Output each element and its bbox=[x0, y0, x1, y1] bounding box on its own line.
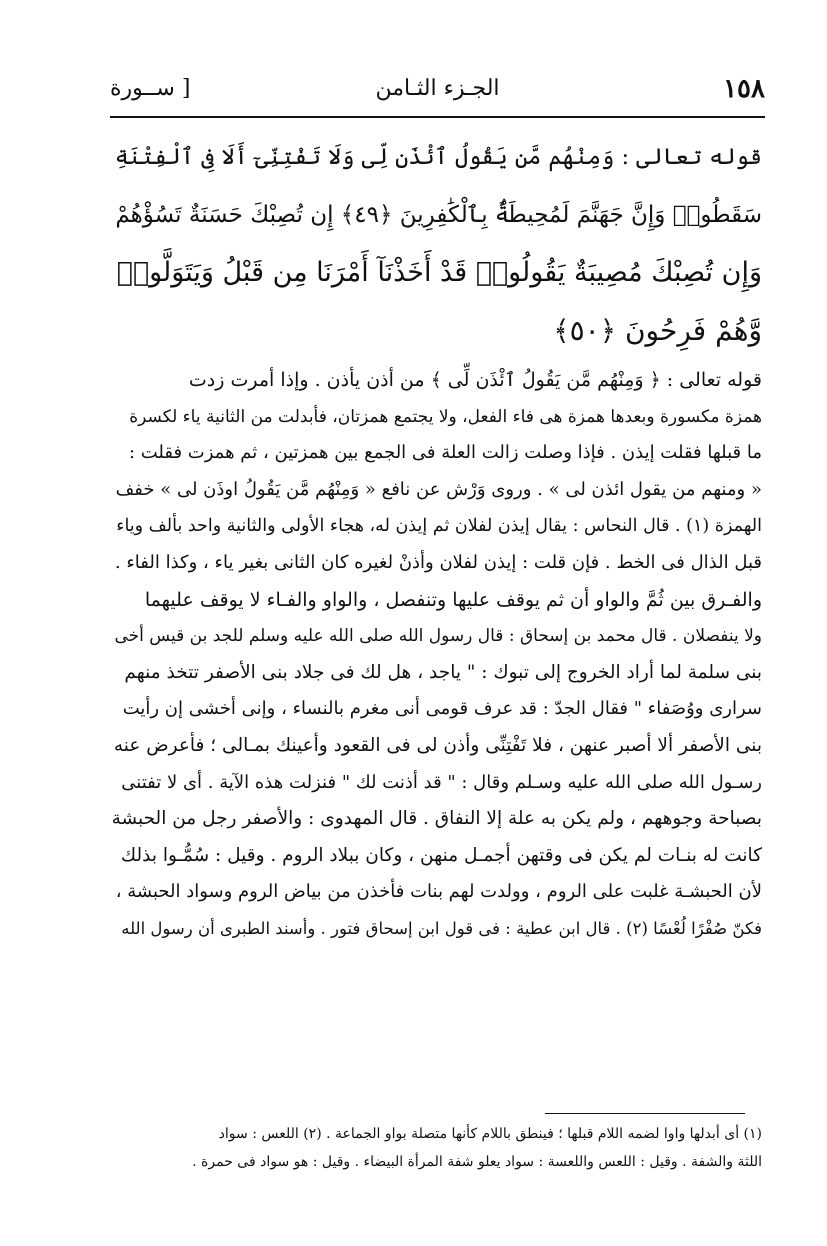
commentary-line: ما قبلها فقلت إيذن . فإذا وصلت زالت العلة فى الجمع بين همزتين ، ثم همزت فقلت : bbox=[128, 442, 762, 464]
body-text bbox=[112, 128, 762, 948]
commentary-line: لأن الحبشـة غلبت على الروم ، وولدت لهم بنات فأخذن من بياض الروم وسواد الحبشة ، bbox=[115, 881, 762, 903]
commentary-line: الهمزة (١) . قال النحاس : يقال إيذن لفلان ثم إيذن له، هجاء الأولى والثانية واحد بألف وياء bbox=[116, 516, 762, 537]
commentary-line: قبل الذال فى الخط . فإن قلت : إيذن لفلان وأذنْ لغيره كان الثانى بغير ياء ، وكذا الفاء . bbox=[114, 551, 762, 573]
commentary-line: بنى سلمة لما أراد الخروج إلى تبوك : " ياجد ، هل لك فى جلاد بنى الأصفر تتخذ منهم bbox=[124, 661, 762, 683]
surah-label: [ ســورة bbox=[110, 76, 191, 101]
commentary-line: رسـول الله صلى الله عليه وسـلم وقال : " قد أذنت لك " فنزلت هذه الآية . أى لا تفتنى bbox=[121, 771, 762, 793]
page-number: ١٥٨ bbox=[723, 74, 765, 104]
footnote-line: اللثة والشفة . وقيل : اللعس واللعسة : سواد يعلو شفة المرأة البيضاء . وقيل : هو سواد فى حمرة . bbox=[192, 1154, 762, 1170]
quran-line: سَقَطُوا۟ وَإِنَّ جَهَنَّمَ لَمُحِيطَةٌۢ بِٱلْكَٰفِرِينَ ﴿٤٩﴾ إِن تُصِبْكَ حَسَنَةٌ تَسُؤْهُمْ bbox=[115, 202, 762, 228]
commentary-line: بنى الأصفر ألا أصبر عنهن ، فلا تَفْتِنِّى وأذن لى فى القعود وأعينك بمـالى ؛ فأعرض عنه bbox=[113, 734, 762, 756]
commentary-line: « ومنهم من يقول ائذن لى » . وروى وَرْش عن نافع « وَمِنْهُم مَّن يَقُولُ اوذَن لى » خفف bbox=[115, 478, 762, 500]
quran-line: وَإِن تُصِبْكَ مُصِيبَةٌ يَقُولُوا۟ قَدْ أَخَذْنَآ أَمْرَنَا مِن قَبْلُ وَيَتَوَلَّوا۟ bbox=[116, 257, 762, 288]
quran-verse-block bbox=[112, 128, 762, 362]
commentary-line: فكنّ صُفْرًا لُعْسًا (٢) . قال ابن عطية : فى قول ابن إسحاق فتور . وأسند الطبرى أن رسول الله bbox=[121, 918, 762, 938]
commentary-line: سرارى ووُصَفاء " فقال الجدّ : قد عرف قومى أنى مغرم بالنساء ، وإنى أخشى إن رأيت bbox=[122, 698, 762, 720]
header-rule bbox=[110, 116, 765, 118]
page-header bbox=[110, 66, 765, 116]
running-title: الجـزء الثـامن bbox=[375, 76, 500, 101]
commentary-line: كانت له بنـات لم يكن فى وقتهن أجمـل منهن ، وكان ببلاد الروم . وقيل : سُمُّـوا بذلك bbox=[120, 844, 762, 866]
commentary-line: ولا ينفصلان . قال محمد بن إسحاق : قال رسول الله صلى الله عليه وسلم للجد بن قيس أخى bbox=[114, 626, 762, 647]
footnote-line: (١) أى أبدلها واوا لضمه اللام قبلها ؛ فينطق باللام كأنها متصلة بواو الجماعة . (٢) اللعس : سواد bbox=[218, 1126, 762, 1142]
commentary-line: همزة مكسورة وبعدها همزة هى فاء الفعل، ولا يجتمع همزتان، فأبدلت من الثانية ياء لكسرة bbox=[129, 406, 762, 427]
quran-line: قوله تعالى : وَمِنْهُم مَّن يَقُولُ ٱئْذَن لِّى وَلَا تَفْتِنِّىٓ أَلَا فِى ٱلْفِتْنَةِ bbox=[114, 144, 762, 170]
commentary-block bbox=[112, 362, 762, 948]
footnote-rule bbox=[545, 1113, 745, 1114]
footnotes-block bbox=[112, 1120, 762, 1176]
commentary-line: والفـرق بين ثُمَّ والواو أن ثم يوقف عليها وتنفصل ، والواو والفـاء لا يوقف عليهما bbox=[144, 588, 762, 611]
quran-line: وَّهُمْ فَرِحُونَ ﴿٥٠﴾ bbox=[553, 314, 762, 347]
commentary-line: قوله تعالى : ﴿ وَمِنْهُم مَّن يَقُولُ ٱئْذَن لِّى ﴾ من أذن يأذن . وإذا أمرت زدت bbox=[188, 369, 762, 391]
commentary-line: بصباحة وجوههم ، ولم يكن به علة إلا النفاق . قال المهدوى : والأصفر رجل من الحبشة bbox=[112, 808, 762, 830]
